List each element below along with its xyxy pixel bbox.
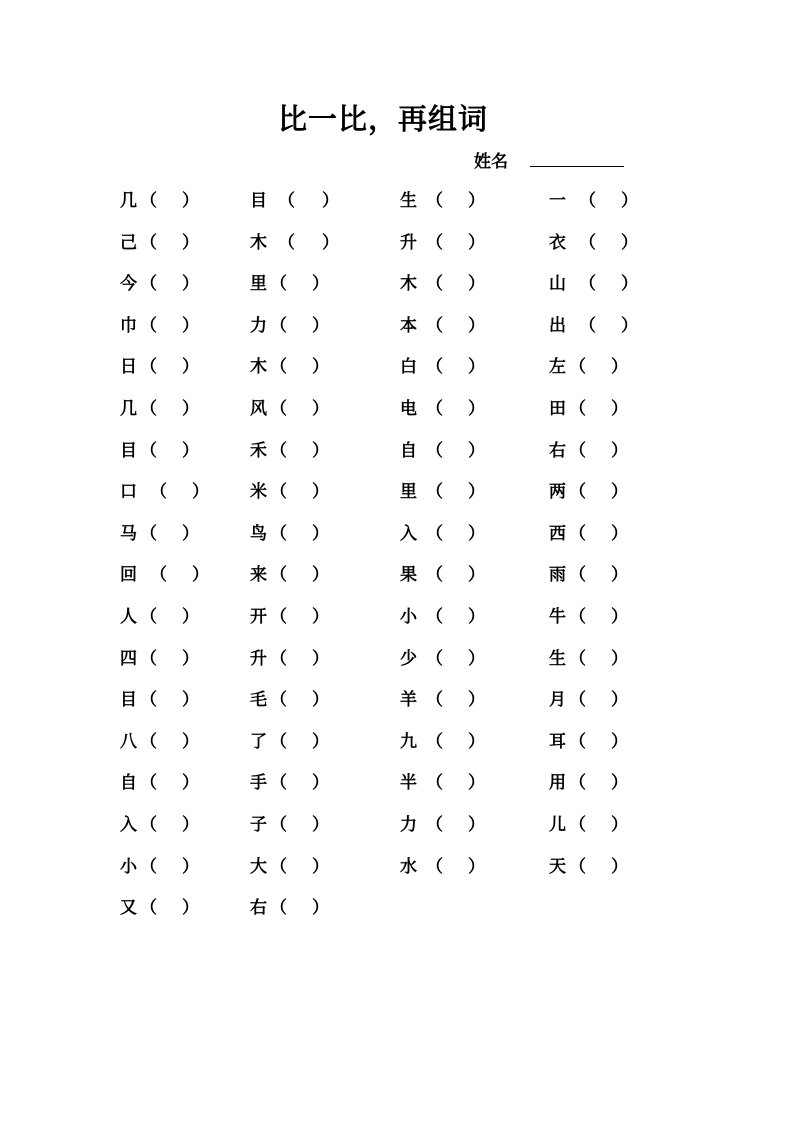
answer-blank-open[interactable]: （ [579, 232, 596, 253]
answer-blank-close: ） [312, 648, 329, 669]
answer-blank-close: ） [468, 191, 485, 211]
answer-blank-close: ） [312, 523, 329, 544]
answer-blank-close: ） [312, 274, 329, 295]
answer-blank-open[interactable]: （ [140, 690, 157, 711]
answer-blank-close: ） [192, 482, 209, 503]
word-row [0, 890, 793, 932]
answer-blank-open[interactable]: （ [426, 606, 443, 627]
answer-blank-close: ） [312, 440, 329, 461]
answer-blank-open[interactable]: （ [569, 398, 586, 419]
answer-blank-close: ） [468, 232, 485, 253]
character: 右 [250, 898, 267, 919]
character: 本 [400, 315, 417, 336]
answer-blank-open[interactable]: （ [569, 606, 586, 627]
answer-blank-close: ） [312, 731, 329, 752]
character: 用 [549, 773, 566, 794]
answer-blank-close: ） [468, 690, 485, 711]
word-row [0, 724, 793, 766]
answer-blank-close: ） [182, 648, 199, 669]
answer-blank-close: ） [611, 398, 628, 419]
character: 木 [400, 274, 417, 295]
answer-blank-close: ） [611, 606, 628, 627]
character: 羊 [400, 690, 417, 711]
answer-blank-open[interactable]: （ [140, 357, 157, 378]
character: 果 [400, 565, 417, 586]
answer-blank-open[interactable]: （ [270, 357, 287, 378]
character: 山 [549, 274, 566, 295]
name-blank-line[interactable] [530, 166, 624, 167]
character: 左 [549, 357, 566, 378]
answer-blank-open[interactable]: （ [569, 565, 586, 586]
answer-blank-close: ） [182, 731, 199, 752]
character: 口 [120, 482, 137, 503]
answer-blank-close: ） [611, 731, 628, 752]
word-row [0, 849, 793, 891]
character: 开 [250, 606, 267, 627]
answer-blank-close: ） [468, 398, 485, 419]
word-row [0, 765, 793, 807]
answer-blank-open[interactable]: （ [426, 398, 443, 419]
character: 升 [250, 648, 267, 669]
word-row [0, 433, 793, 475]
character: 半 [400, 773, 417, 794]
answer-blank-close: ） [182, 898, 199, 919]
answer-blank-close: ） [621, 232, 638, 253]
character: 鸟 [250, 523, 267, 544]
character: 了 [250, 731, 267, 752]
word-row [0, 557, 793, 599]
answer-blank-close: ） [611, 357, 628, 378]
answer-blank-open[interactable]: （ [270, 690, 287, 711]
answer-blank-close: ） [468, 357, 485, 378]
character: 九 [400, 731, 417, 752]
word-row [0, 225, 793, 267]
character: 牛 [549, 606, 566, 627]
answer-blank-open[interactable]: （ [140, 315, 157, 336]
answer-blank-open[interactable]: （ [140, 606, 157, 627]
character: 雨 [549, 565, 566, 586]
answer-blank-close: ） [182, 606, 199, 627]
answer-blank-close: ） [182, 191, 199, 211]
answer-blank-open[interactable]: （ [140, 648, 157, 669]
answer-blank-open[interactable]: （ [569, 523, 586, 544]
word-row [0, 641, 793, 683]
answer-blank-open[interactable]: （ [426, 523, 443, 544]
answer-blank-close: ） [322, 191, 339, 211]
character: 巾 [120, 315, 137, 336]
character: 今 [120, 274, 137, 295]
answer-blank-close: ） [611, 814, 628, 835]
character: 几 [120, 398, 137, 419]
character: 右 [549, 440, 566, 461]
answer-blank-close: ） [182, 357, 199, 378]
answer-blank-open[interactable]: （ [569, 690, 586, 711]
answer-blank-close: ） [182, 773, 199, 794]
answer-blank-open[interactable]: （ [270, 814, 287, 835]
answer-blank-open[interactable]: （ [426, 357, 443, 378]
character: 目 [250, 191, 267, 211]
word-row [0, 349, 793, 391]
answer-blank-open[interactable]: （ [270, 773, 287, 794]
answer-blank-close: ） [468, 773, 485, 794]
answer-blank-open[interactable]: （ [270, 482, 287, 503]
character: 又 [120, 898, 137, 919]
answer-blank-close: ） [312, 398, 329, 419]
answer-blank-open[interactable]: （ [569, 731, 586, 752]
answer-blank-open[interactable]: （ [270, 856, 287, 877]
answer-blank-open[interactable]: （ [270, 398, 287, 419]
character: 电 [400, 398, 417, 419]
character: 小 [120, 856, 137, 877]
character: 一 [549, 191, 566, 211]
answer-blank-close: ） [621, 315, 638, 336]
answer-blank-open[interactable]: （ [270, 440, 287, 461]
answer-blank-close: ） [322, 232, 339, 253]
answer-blank-open[interactable]: （ [140, 274, 157, 295]
answer-blank-open[interactable]: （ [569, 482, 586, 503]
answer-blank-open[interactable]: （ [426, 814, 443, 835]
character: 子 [250, 814, 267, 835]
page-title: 比一比，再组词 [277, 102, 488, 136]
word-row [0, 516, 793, 558]
answer-blank-close: ） [182, 274, 199, 295]
answer-blank-close: ） [468, 482, 485, 503]
answer-blank-close: ） [468, 814, 485, 835]
answer-blank-open[interactable]: （ [278, 191, 295, 211]
answer-blank-close: ） [312, 856, 329, 877]
character: 几 [120, 191, 137, 211]
answer-blank-close: ） [611, 565, 628, 586]
character: 两 [549, 482, 566, 503]
answer-blank-close: ） [182, 315, 199, 336]
answer-blank-close: ） [182, 440, 199, 461]
character: 儿 [549, 814, 566, 835]
answer-blank-open[interactable]: （ [140, 398, 157, 419]
answer-blank-close: ） [611, 773, 628, 794]
character: 衣 [549, 232, 566, 253]
answer-blank-close: ） [182, 523, 199, 544]
answer-blank-close: ） [182, 814, 199, 835]
character: 小 [400, 606, 417, 627]
character: 出 [549, 315, 566, 336]
answer-blank-open[interactable]: （ [569, 440, 586, 461]
answer-blank-open[interactable]: （ [278, 232, 295, 253]
answer-blank-open[interactable]: （ [150, 482, 167, 503]
answer-blank-close: ） [621, 191, 638, 211]
answer-blank-open[interactable]: （ [426, 191, 443, 211]
answer-blank-open[interactable]: （ [140, 523, 157, 544]
word-grid [0, 183, 793, 932]
answer-blank-close: ） [312, 814, 329, 835]
answer-blank-open[interactable]: （ [579, 315, 596, 336]
answer-blank-close: ） [468, 648, 485, 669]
character: 生 [549, 648, 566, 669]
word-row [0, 807, 793, 849]
character: 升 [400, 232, 417, 253]
word-row [0, 266, 793, 308]
answer-blank-open[interactable]: （ [140, 191, 157, 211]
character: 四 [120, 648, 137, 669]
answer-blank-open[interactable]: （ [579, 191, 596, 211]
answer-blank-close: ） [182, 690, 199, 711]
answer-blank-open[interactable]: （ [270, 731, 287, 752]
character: 回 [120, 565, 137, 586]
character: 己 [120, 232, 137, 253]
answer-blank-open[interactable]: （ [270, 315, 287, 336]
name-label: 姓名 [474, 152, 508, 172]
answer-blank-open[interactable]: （ [569, 357, 586, 378]
answer-blank-open[interactable]: （ [426, 690, 443, 711]
character: 月 [549, 690, 566, 711]
character: 耳 [549, 731, 566, 752]
character: 力 [400, 814, 417, 835]
character: 自 [120, 773, 137, 794]
answer-blank-close: ） [312, 482, 329, 503]
answer-blank-open[interactable]: （ [150, 565, 167, 586]
word-row [0, 308, 793, 350]
character: 手 [250, 773, 267, 794]
character: 马 [120, 523, 137, 544]
character: 禾 [250, 440, 267, 461]
character: 大 [250, 856, 267, 877]
answer-blank-open[interactable]: （ [270, 274, 287, 295]
character: 木 [250, 232, 267, 253]
answer-blank-close: ） [468, 606, 485, 627]
answer-blank-close: ） [611, 523, 628, 544]
answer-blank-open[interactable]: （ [569, 856, 586, 877]
answer-blank-open[interactable]: （ [270, 648, 287, 669]
character: 毛 [250, 690, 267, 711]
answer-blank-open[interactable]: （ [270, 565, 287, 586]
answer-blank-close: ） [468, 523, 485, 544]
word-row [0, 183, 793, 225]
answer-blank-open[interactable]: （ [569, 814, 586, 835]
answer-blank-close: ） [468, 440, 485, 461]
answer-blank-close: ） [312, 315, 329, 336]
answer-blank-close: ） [182, 856, 199, 877]
word-row [0, 391, 793, 433]
answer-blank-open[interactable]: （ [140, 856, 157, 877]
character: 日 [120, 357, 137, 378]
answer-blank-close: ） [611, 482, 628, 503]
answer-blank-close: ） [312, 606, 329, 627]
answer-blank-open[interactable]: （ [426, 232, 443, 253]
answer-blank-close: ） [312, 773, 329, 794]
answer-blank-close: ） [611, 856, 628, 877]
character: 西 [549, 523, 566, 544]
answer-blank-open[interactable]: （ [426, 565, 443, 586]
answer-blank-close: ） [182, 232, 199, 253]
answer-blank-open[interactable]: （ [270, 523, 287, 544]
answer-blank-open[interactable]: （ [426, 648, 443, 669]
character: 入 [400, 523, 417, 544]
answer-blank-open[interactable]: （ [140, 731, 157, 752]
answer-blank-open[interactable]: （ [270, 606, 287, 627]
answer-blank-open[interactable]: （ [426, 274, 443, 295]
answer-blank-open[interactable]: （ [140, 898, 157, 919]
answer-blank-open[interactable]: （ [426, 440, 443, 461]
character: 入 [120, 814, 137, 835]
character: 里 [250, 274, 267, 295]
character: 力 [250, 315, 267, 336]
answer-blank-close: ） [192, 565, 209, 586]
character: 生 [400, 191, 417, 211]
answer-blank-open[interactable]: （ [426, 731, 443, 752]
character: 目 [120, 690, 137, 711]
answer-blank-close: ） [468, 565, 485, 586]
answer-blank-close: ） [468, 731, 485, 752]
character: 天 [549, 856, 566, 877]
answer-blank-open[interactable]: （ [579, 274, 596, 295]
character: 田 [549, 398, 566, 419]
character: 白 [400, 357, 417, 378]
character: 来 [250, 565, 267, 586]
answer-blank-open[interactable]: （ [426, 856, 443, 877]
answer-blank-close: ） [611, 690, 628, 711]
word-row [0, 474, 793, 516]
answer-blank-open[interactable]: （ [140, 814, 157, 835]
character: 少 [400, 648, 417, 669]
character: 八 [120, 731, 137, 752]
answer-blank-open[interactable]: （ [140, 232, 157, 253]
answer-blank-open[interactable]: （ [140, 440, 157, 461]
character: 自 [400, 440, 417, 461]
answer-blank-close: ） [182, 398, 199, 419]
answer-blank-open[interactable]: （ [270, 898, 287, 919]
answer-blank-close: ） [468, 856, 485, 877]
answer-blank-open[interactable]: （ [426, 315, 443, 336]
character: 米 [250, 482, 267, 503]
character: 人 [120, 606, 137, 627]
answer-blank-close: ） [312, 898, 329, 919]
word-row [0, 682, 793, 724]
answer-blank-open[interactable]: （ [569, 773, 586, 794]
answer-blank-close: ） [468, 274, 485, 295]
answer-blank-close: ） [611, 440, 628, 461]
character: 里 [400, 482, 417, 503]
answer-blank-open[interactable]: （ [426, 482, 443, 503]
answer-blank-close: ） [611, 648, 628, 669]
answer-blank-open[interactable]: （ [140, 773, 157, 794]
answer-blank-close: ） [312, 565, 329, 586]
answer-blank-open[interactable]: （ [426, 773, 443, 794]
answer-blank-close: ） [312, 690, 329, 711]
answer-blank-close: ） [312, 357, 329, 378]
answer-blank-close: ） [468, 315, 485, 336]
word-row [0, 599, 793, 641]
character: 目 [120, 440, 137, 461]
character: 木 [250, 357, 267, 378]
character: 水 [400, 856, 417, 877]
character: 风 [250, 398, 267, 419]
answer-blank-close: ） [621, 274, 638, 295]
answer-blank-open[interactable]: （ [569, 648, 586, 669]
